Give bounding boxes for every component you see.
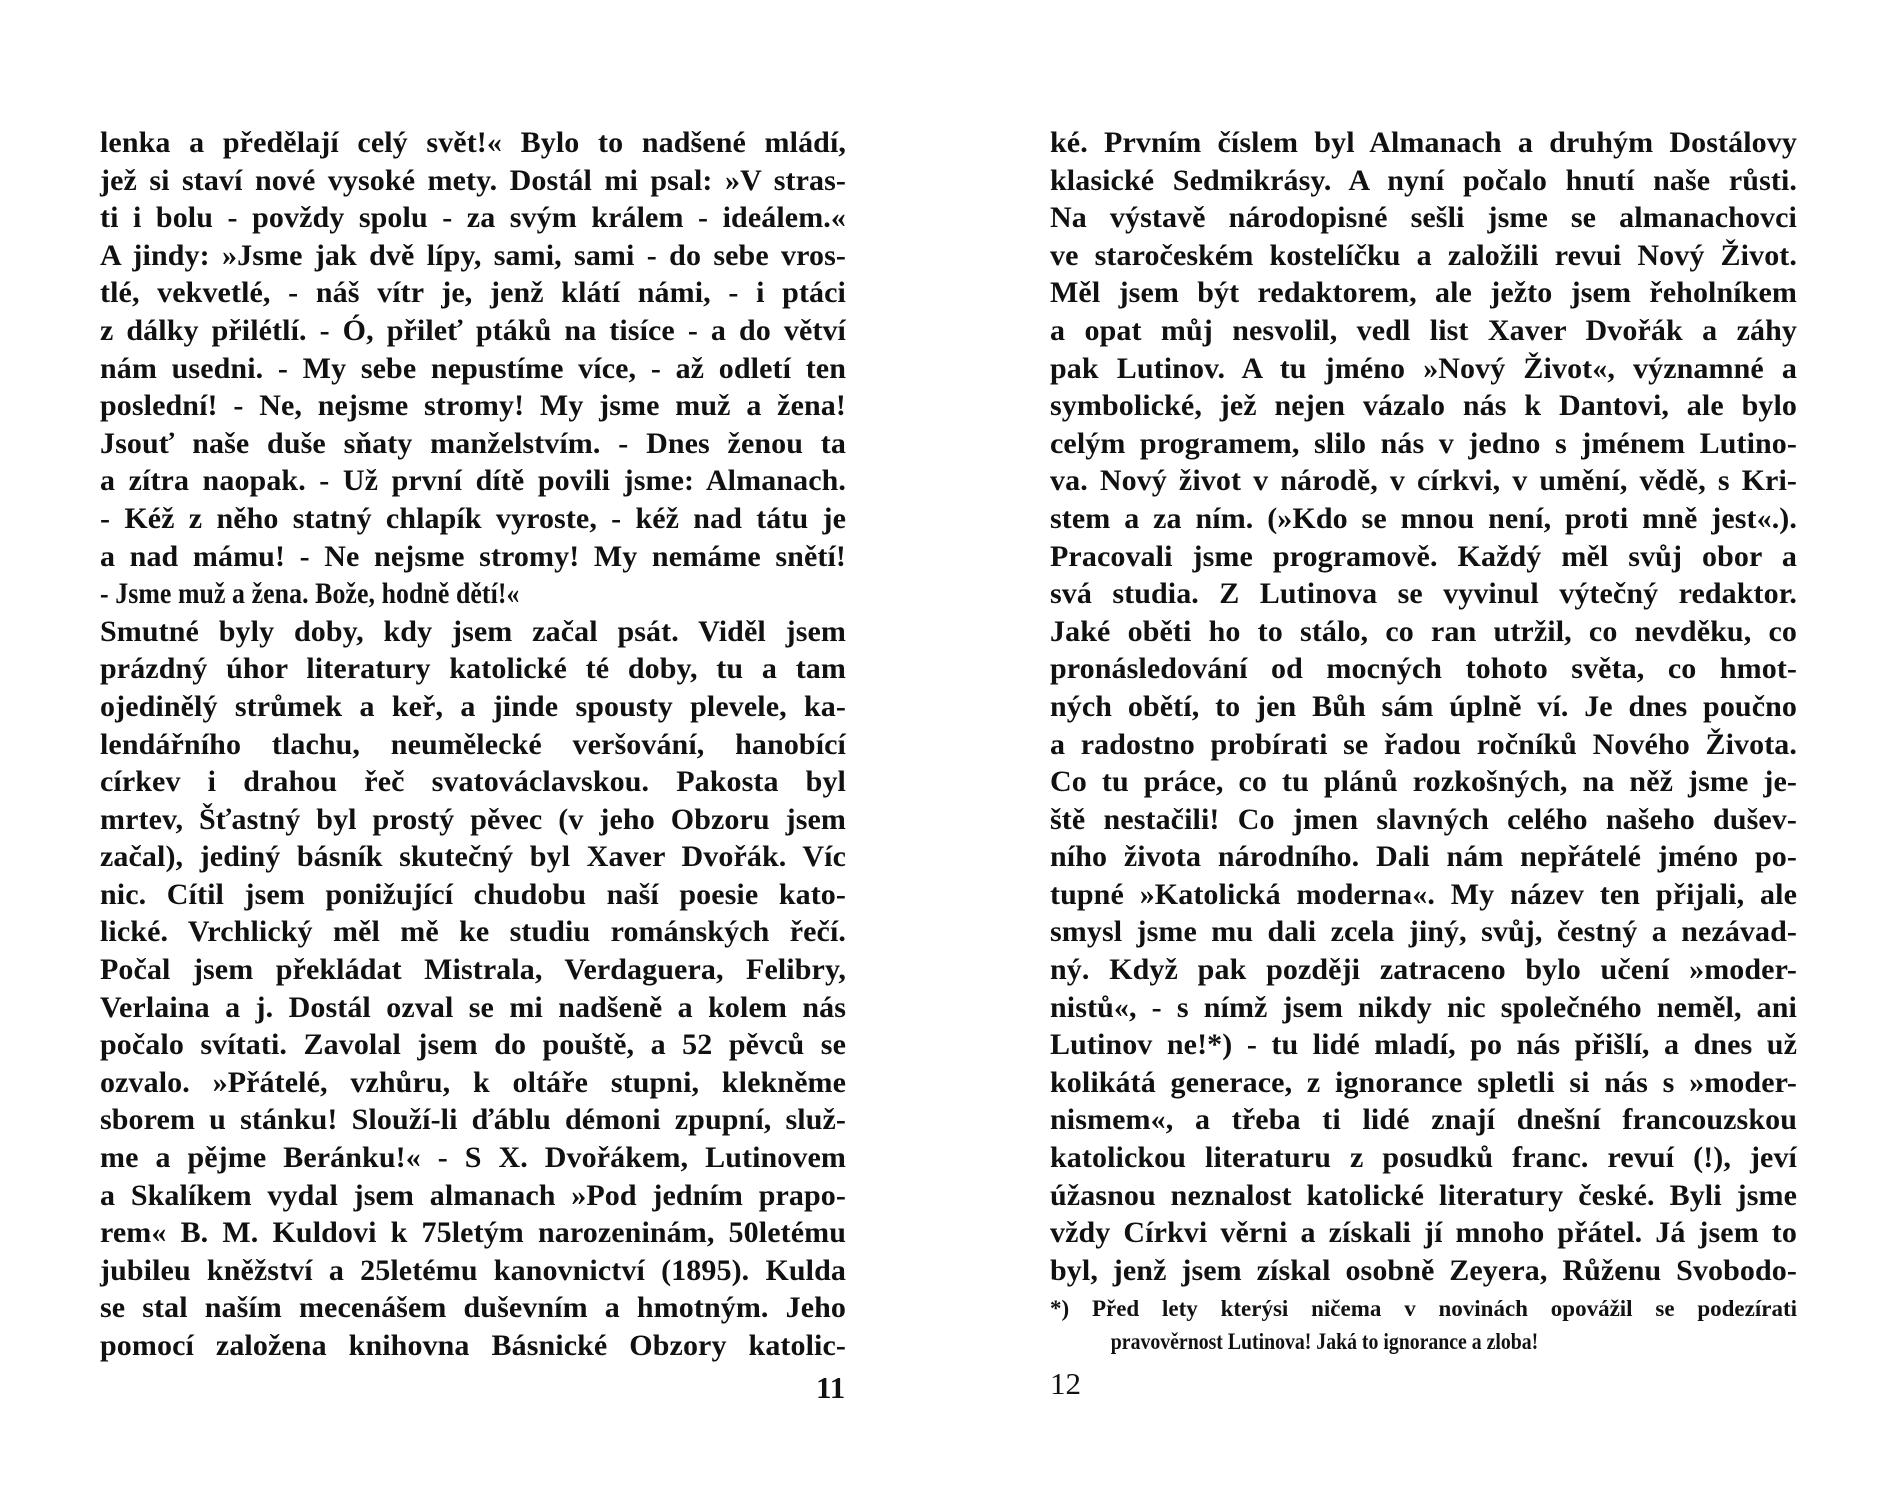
text-line: poslední! - Ne, nejsme stromy! My jsme muž a žena!: [100, 389, 846, 423]
text-line: rem« B. M. Kuldovi k 75letým narozeninám, 50letému: [100, 1216, 846, 1250]
left-page-text: [100, 124, 846, 1365]
text-line: a zítra naopak. - Už první dítě povili jsme: Almanach.: [100, 464, 846, 498]
text-line: začal), jediný básník skutečný byl Xaver Dvořák. Víc: [100, 840, 846, 874]
text-line: Na výstavě národopisné sešli jsme se almanachovci: [1050, 201, 1797, 235]
right-page-text: [1050, 124, 1797, 1289]
text-line: úžasnou neznalost katolické literatury české. Byli jsme: [1050, 1178, 1797, 1212]
text-line: ve staročeském kostelíčku a založili revui Nový Život.: [1050, 238, 1797, 272]
text-line: stem a za ním. (»Kdo se mnou není, proti mně jest«.).: [1050, 501, 1797, 535]
page-number-right: 12: [1050, 1366, 1081, 1401]
text-line: a opat můj nesvolil, vedl list Xaver Dvořák a záhy: [1050, 313, 1797, 347]
text-line: va. Nový život v národě, v církvi, v umění, vědě, s Kri-: [1050, 464, 1797, 498]
text-line: pomocí založena knihovna Básnické Obzory katolic-: [100, 1329, 846, 1362]
text-line: Lutinov ne!*) - tu lidé mladí, po nás přišlí, a dnes už: [1050, 1028, 1797, 1062]
text-line: Počal jsem překládat Mistrala, Verdaguera, Felibry,: [100, 953, 846, 987]
text-line: tupné »Katolická moderna«. My název ten přijali, ale: [1050, 877, 1797, 911]
text-line: lenka a předělají celý svět!« Bylo to nadšené mládí,: [100, 126, 846, 159]
text-line: nistů«, - s nímž jsem nikdy nic společného neměl, ani: [1050, 990, 1797, 1024]
text-line: nám usedni. - My sebe nepustíme více, - až odletí ten: [100, 351, 846, 385]
text-line: a nad mámu! - Ne nejsme stromy! My nemáme snětí!: [100, 539, 846, 573]
text-line: mrtev, Šťastný byl prostý pěvec (v jeho Obzoru jsem: [100, 802, 846, 836]
text-line: ozvalo. »Přátelé, vzhůru, k oltáře stupni, klekněme: [100, 1065, 846, 1099]
text-line: smysl jsme mu dali zcela jiný, svůj, čestný a nezávad-: [1050, 915, 1797, 949]
text-line: církev i drahou řeč svatováclavskou. Pakosta byl: [100, 765, 846, 799]
text-line: - Jsme muž a žena. Bože, hodně dětí!«: [100, 577, 520, 611]
text-line: pak Lutinov. A tu jméno »Nový Život«, významné a: [1050, 351, 1797, 385]
text-line: kolikátá generace, z ignorance spletli si nás s »moder-: [1050, 1065, 1797, 1099]
text-line: jež si staví nové vysoké mety. Dostál mi psal: »V stras-: [100, 163, 846, 197]
text-line: ního života národního. Dali nám nepřátelé jméno po-: [1050, 840, 1797, 874]
text-line: lendářního tlachu, neumělecké veršování, hanobící: [100, 727, 846, 761]
text-line: ště nestačili! Co jmen slavných celého našeho dušev-: [1050, 802, 1797, 836]
text-line: symbolické, jež nejen vázalo nás k Dantovi, ale bylo: [1050, 389, 1797, 423]
text-line: celým programem, slilo nás v jedno s jménem Lutino-: [1050, 426, 1797, 460]
text-line: a radostno probírati se řadou ročníků Nového Života.: [1050, 727, 1797, 761]
text-line: A jindy: »Jsme jak dvě lípy, sami, sami - do sebe vros-: [100, 238, 846, 272]
text-line: ných obětí, to jen Bůh sám úplně ví. Je dnes poučno: [1050, 689, 1797, 723]
text-line: ti i bolu - povždy spolu - za svým králem - ideálem.«: [100, 201, 846, 235]
text-line: pronásledování od mocných tohoto světa, co hmot-: [1050, 652, 1797, 686]
text-line: z dálky přilétlí. - Ó, přileť ptáků na tisíce - a do větví: [100, 313, 846, 347]
footnote: [1050, 1292, 1797, 1358]
text-line: me a pějme Beránku!« - S X. Dvořákem, Lutinovem: [100, 1141, 846, 1175]
text-line: ojedinělý strůmek a keř, a jinde spousty plevele, ka-: [100, 689, 846, 723]
text-line: katolickou literaturu z posudků franc. revuí (!), jeví: [1050, 1141, 1797, 1175]
text-line: Verlaina a j. Dostál ozval se mi nadšeně a kolem nás: [100, 990, 846, 1024]
text-line: sborem u stánku! Slouží-li ďáblu démoni zpupní, služ-: [100, 1103, 846, 1137]
text-line: počalo svítati. Zavolal jsem do pouště, a 52 pěvců se: [100, 1028, 846, 1062]
text-line: Jsouť naše duše sňaty manželstvím. - Dnes ženou ta: [100, 426, 846, 460]
footnote-line: pravověrnost Lutinova! Jaká to ignorance a zloba!: [1110, 1329, 1539, 1354]
text-line: Měl jsem být redaktorem, ale ježto jsem řeholníkem: [1050, 276, 1797, 310]
text-line: ké. Prvním číslem byl Almanach a druhým Dostálovy: [1050, 126, 1797, 159]
right-page: [948, 0, 1896, 1500]
text-line: Smutné byly doby, kdy jsem začal psát. Viděl jsem: [100, 614, 846, 648]
text-line: a Skalíkem vydal jsem almanach »Pod jedním prapo-: [100, 1178, 846, 1212]
text-line: Co tu práce, co tu plánů rozkošných, na něž jsme je-: [1050, 765, 1797, 799]
text-line: se stal naším mecenášem duševním a hmotným. Jeho: [100, 1291, 846, 1325]
text-line: klasické Sedmikrásy. A nyní počalo hnutí naše růsti.: [1050, 163, 1797, 197]
text-line: nic. Cítil jsem ponižující chudobu naší poesie kato-: [100, 877, 846, 911]
text-line: ný. Když pak později zatraceno bylo učení »moder-: [1050, 953, 1797, 987]
text-line: Jaké oběti ho to stálo, co ran utržil, co nevděku, co: [1050, 614, 1797, 648]
text-line: Pracovali jsme programově. Každý měl svůj obor a: [1050, 539, 1797, 573]
text-line: byl, jenž jsem získal osobně Zeyera, Růženu Svobodo-: [1050, 1253, 1797, 1287]
text-line: tlé, vekvetlé, - náš vítr je, jenž klátí námi, - i ptáci: [100, 276, 846, 310]
text-line: svá studia. Z Lutinova se vyvinul výtečný redaktor.: [1050, 577, 1797, 611]
text-line: lické. Vrchlický měl mě ke studiu románských řečí.: [100, 915, 846, 949]
text-line: jubileu kněžství a 25letému kanovnictví (1895). Kulda: [100, 1253, 846, 1287]
text-line: - Kéž z něho statný chlapík vyroste, - kéž nad tátu je: [100, 501, 846, 535]
text-line: prázdný úhor literatury katolické té doby, tu a tam: [100, 652, 846, 686]
page-number-left: 11: [816, 1370, 846, 1405]
text-line: nismem«, a třeba ti lidé znají dnešní francouzskou: [1050, 1103, 1797, 1137]
footnote-line: *) Před lety kterýsi ničema v novinách opovážil se podezírati: [1050, 1296, 1797, 1321]
text-line: vždy Církvi věrni a získali jí mnoho přátel. Já jsem to: [1050, 1216, 1797, 1250]
